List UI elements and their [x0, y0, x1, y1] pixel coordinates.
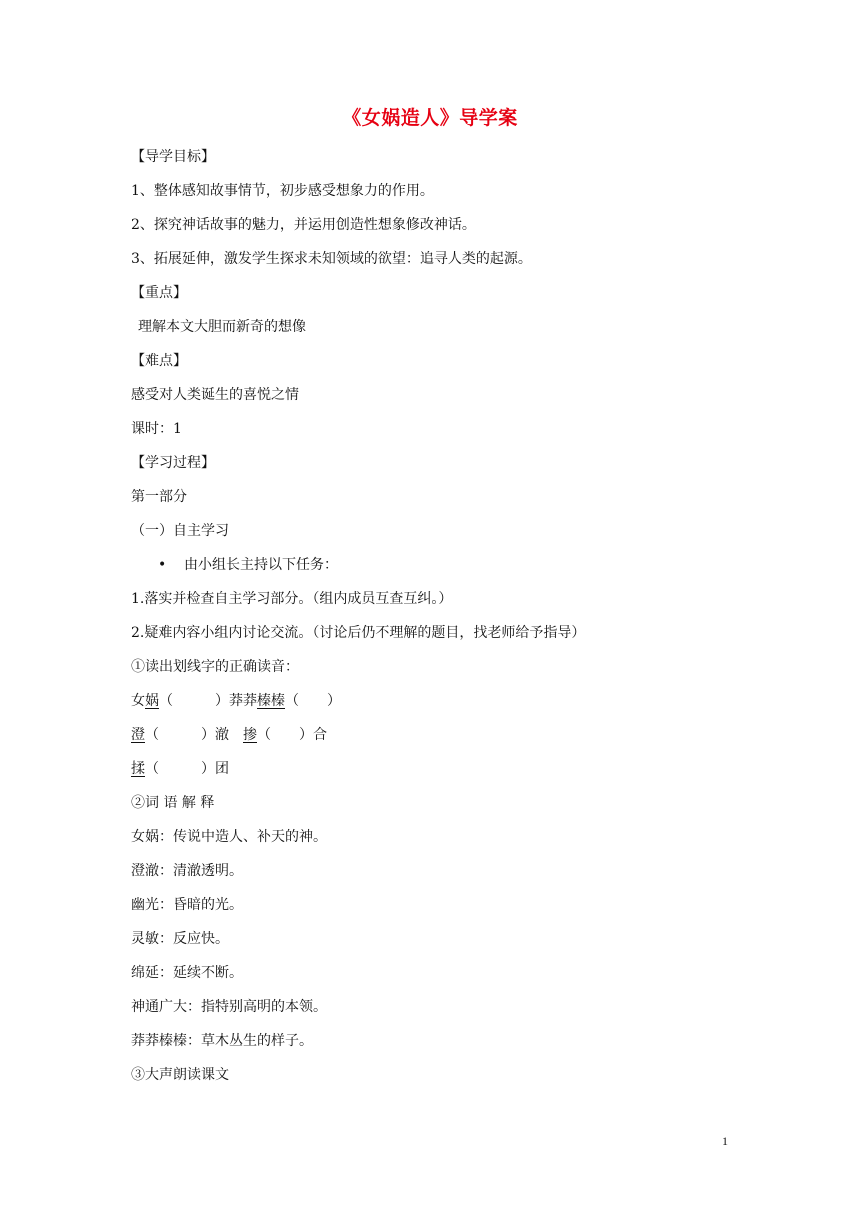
vocab-item: 女娲：传说中造人、补天的神。	[131, 829, 327, 845]
vocab-header: ②词 语 解 释	[131, 795, 215, 811]
page-number: 1	[722, 1134, 728, 1148]
vocab-item: 神通广大：指特别高明的本领。	[131, 999, 327, 1015]
task-1: 1.落实并检查自主学习部分。（组内成员互查互纠。）	[131, 591, 453, 607]
document-title: 《女娲造人》导学案	[342, 107, 518, 129]
process-header: 【学习过程】	[131, 455, 215, 471]
pronunciation-row-2	[131, 726, 327, 744]
goal-2: 2、探究神话故事的魅力，并运用创造性想象修改神话。	[131, 217, 476, 233]
word-plain: 女	[131, 693, 145, 709]
part-one-heading: 第一部分	[131, 489, 187, 505]
task-2: 2.疑难内容小组内讨论交流。（讨论后仍不理解的题目，找老师给予指导）	[131, 625, 586, 641]
vocab-item: 莽莽榛榛：草木丛生的样子。	[131, 1033, 313, 1049]
bullet-item	[158, 556, 338, 574]
underlined-char: 揉	[131, 761, 145, 777]
blank-parens: （ ）	[285, 693, 341, 709]
class-hours: 课时：1	[131, 421, 182, 437]
vocab-item: 绵延：延续不断。	[131, 965, 243, 981]
goal-1: 1、整体感知故事情节，初步感受想象力的作用。	[131, 183, 434, 199]
pronunciation-row-3	[131, 760, 229, 778]
underlined-char: 榛榛	[257, 693, 285, 709]
key-point-header: 【重点】	[131, 285, 187, 301]
vocab-item: 灵敏：反应快。	[131, 931, 229, 947]
underlined-char: 澄	[131, 727, 145, 743]
difficulty-text: 感受对人类诞生的喜悦之情	[131, 387, 299, 403]
underlined-char: 掺	[243, 727, 257, 743]
goals-header: 【导学目标】	[131, 149, 215, 165]
difficulty-header: 【难点】	[131, 353, 187, 369]
blank-parens: （ ）莽莽	[159, 693, 257, 709]
goal-3: 3、拓展延伸，激发学生探求未知领域的欲望：追寻人类的起源。	[131, 251, 532, 267]
blank-parens: （ ）合	[257, 727, 327, 743]
vocab-item: 幽光：昏暗的光。	[131, 897, 243, 913]
vocab-item: 澄澈：清澈透明。	[131, 863, 243, 879]
blank-parens: （ ）澈	[145, 727, 243, 743]
underlined-char: 娲	[145, 693, 159, 709]
blank-parens: （ ）团	[145, 761, 229, 777]
bullet-text: 由小组长主持以下任务：	[184, 557, 338, 573]
bullet-icon: •	[158, 557, 167, 573]
pronunciation-question: ①读出划线字的正确读音：	[131, 659, 299, 675]
pronunciation-row-1	[131, 692, 341, 710]
self-study-heading: （一）自主学习	[131, 523, 229, 539]
key-point-text: 理解本文大胆而新奇的想像	[138, 319, 306, 335]
read-aloud-instruction: ③大声朗读课文	[131, 1067, 229, 1083]
